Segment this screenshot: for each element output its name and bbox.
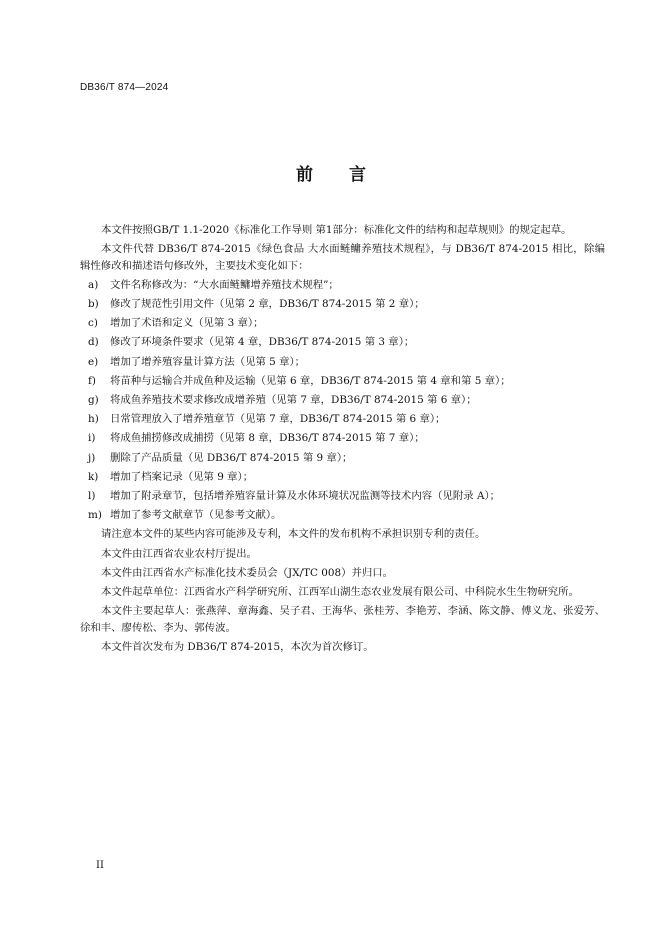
intro-paragraph: 本文件按照GB/T 1.1-2020《标准化工作导则 第1部分：标准化文件的结构和起草规则》的规定起草。 bbox=[101, 224, 572, 236]
list-marker: c) bbox=[88, 317, 98, 330]
committee-statement: 本文件由江西省水产标准化技术委员会（JX/TC 008）并归口。 bbox=[101, 566, 394, 579]
list-text: 增加了术语和定义（见第 3 章）； bbox=[110, 317, 264, 330]
list-marker: g) bbox=[88, 394, 99, 407]
list-item bbox=[80, 488, 605, 504]
list-text: 修改了环境条件要求（见第 4 章，DB36/T 874-2015 第 3 章）； bbox=[110, 336, 415, 349]
drafters: 本文件主要起草人：张燕萍、章海鑫、吴子君、王海华、张桂芳、李艳芳、李涵、陈文静、傅义龙、张爱芳、徐和丰、廖传松、李为、郭传波。 bbox=[80, 605, 605, 634]
list-item bbox=[80, 373, 605, 389]
list-item bbox=[80, 277, 605, 293]
list-marker: i) bbox=[88, 432, 96, 445]
list-item bbox=[80, 354, 605, 370]
list-marker: b) bbox=[88, 298, 99, 311]
list-marker: m) bbox=[88, 509, 102, 522]
list-item bbox=[80, 507, 605, 523]
list-text: 将成鱼养殖技术要求修改成增养殖（见第 7 章，DB36/T 874-2015 第 6 章）； bbox=[110, 394, 477, 407]
list-marker: j) bbox=[88, 451, 96, 464]
list-text: 增加了参考文献章节（见参考文献）。 bbox=[110, 509, 282, 522]
list-item bbox=[80, 392, 605, 408]
list-marker: a) bbox=[88, 278, 99, 291]
list-marker: e) bbox=[88, 355, 99, 368]
drafting-units: 本文件起草单位：江西省水产科学研究所、江西军山湖生态农业发展有限公司、中科院水生生物研究所。 bbox=[101, 586, 579, 599]
list-text: 增加了增养殖容量计算方法（见第 5 章）； bbox=[110, 355, 306, 368]
list-item bbox=[80, 411, 605, 427]
list-text: 将成鱼捕捞修改成捕捞（见第 8 章，DB36/T 874-2015 第 7 章）； bbox=[110, 432, 425, 445]
proposer-statement: 本文件由江西省农业农村厅提出。 bbox=[101, 547, 257, 560]
list-item bbox=[80, 296, 605, 312]
list-item bbox=[80, 315, 605, 331]
patent-notice: 请注意本文件的某些内容可能涉及专利，本文件的发布机构不承担识别专利的责任。 bbox=[101, 528, 486, 541]
list-marker: d) bbox=[88, 336, 99, 349]
page-number: II bbox=[96, 860, 104, 871]
list-text: 将苗种与运输合并成鱼种及运输（见第 6 章，DB36/T 874-2015 第 4 章和第 5 章）； bbox=[110, 374, 511, 387]
list-text: 修改了规范性引用文件（见第 2 章，DB36/T 874-2015 第 2 章）； bbox=[110, 298, 425, 311]
list-text: 删除了产品质量（见 DB36/T 874-2015 第 9 章）； bbox=[110, 451, 353, 464]
list-marker: l) bbox=[88, 490, 96, 503]
list-text: 增加了档案记录（见第 9 章）； bbox=[110, 470, 254, 483]
list-marker: h) bbox=[88, 413, 99, 426]
intro-paragraph: 本文件代替 DB36/T 874-2015《绿色食品 大水面鲢鳙养殖技术规程》，与 DB36/T 874-2015 相比，除编辑性修改和描述语句修改外，主要技术变化如下： bbox=[80, 243, 605, 272]
list-item bbox=[80, 450, 605, 466]
list-text: 增加了附录章节，包括增养殖容量计算及水体环境状况监测等技术内容（见附录 A）； bbox=[110, 490, 501, 503]
list-text: 文件名称修改为：“大水面鲢鳙增养殖技术规程”； bbox=[110, 278, 339, 291]
list-marker: f) bbox=[88, 374, 96, 387]
list-item bbox=[80, 430, 605, 446]
document-code: DB36/T 874—2024 bbox=[80, 82, 169, 93]
foreword-body bbox=[80, 222, 605, 658]
list-marker: k) bbox=[88, 470, 99, 483]
page-title: 前言 bbox=[296, 165, 402, 185]
list-text: 日常管理放入了增养殖章节（见第 7 章，DB36/T 874-2015 第 6 章）； bbox=[110, 413, 446, 426]
changes-list bbox=[80, 277, 605, 524]
list-item bbox=[80, 334, 605, 350]
revision-history: 本文件首次发布为 DB36/T 874-2015，本次为首次修订。 bbox=[101, 640, 374, 653]
list-item bbox=[80, 469, 605, 485]
